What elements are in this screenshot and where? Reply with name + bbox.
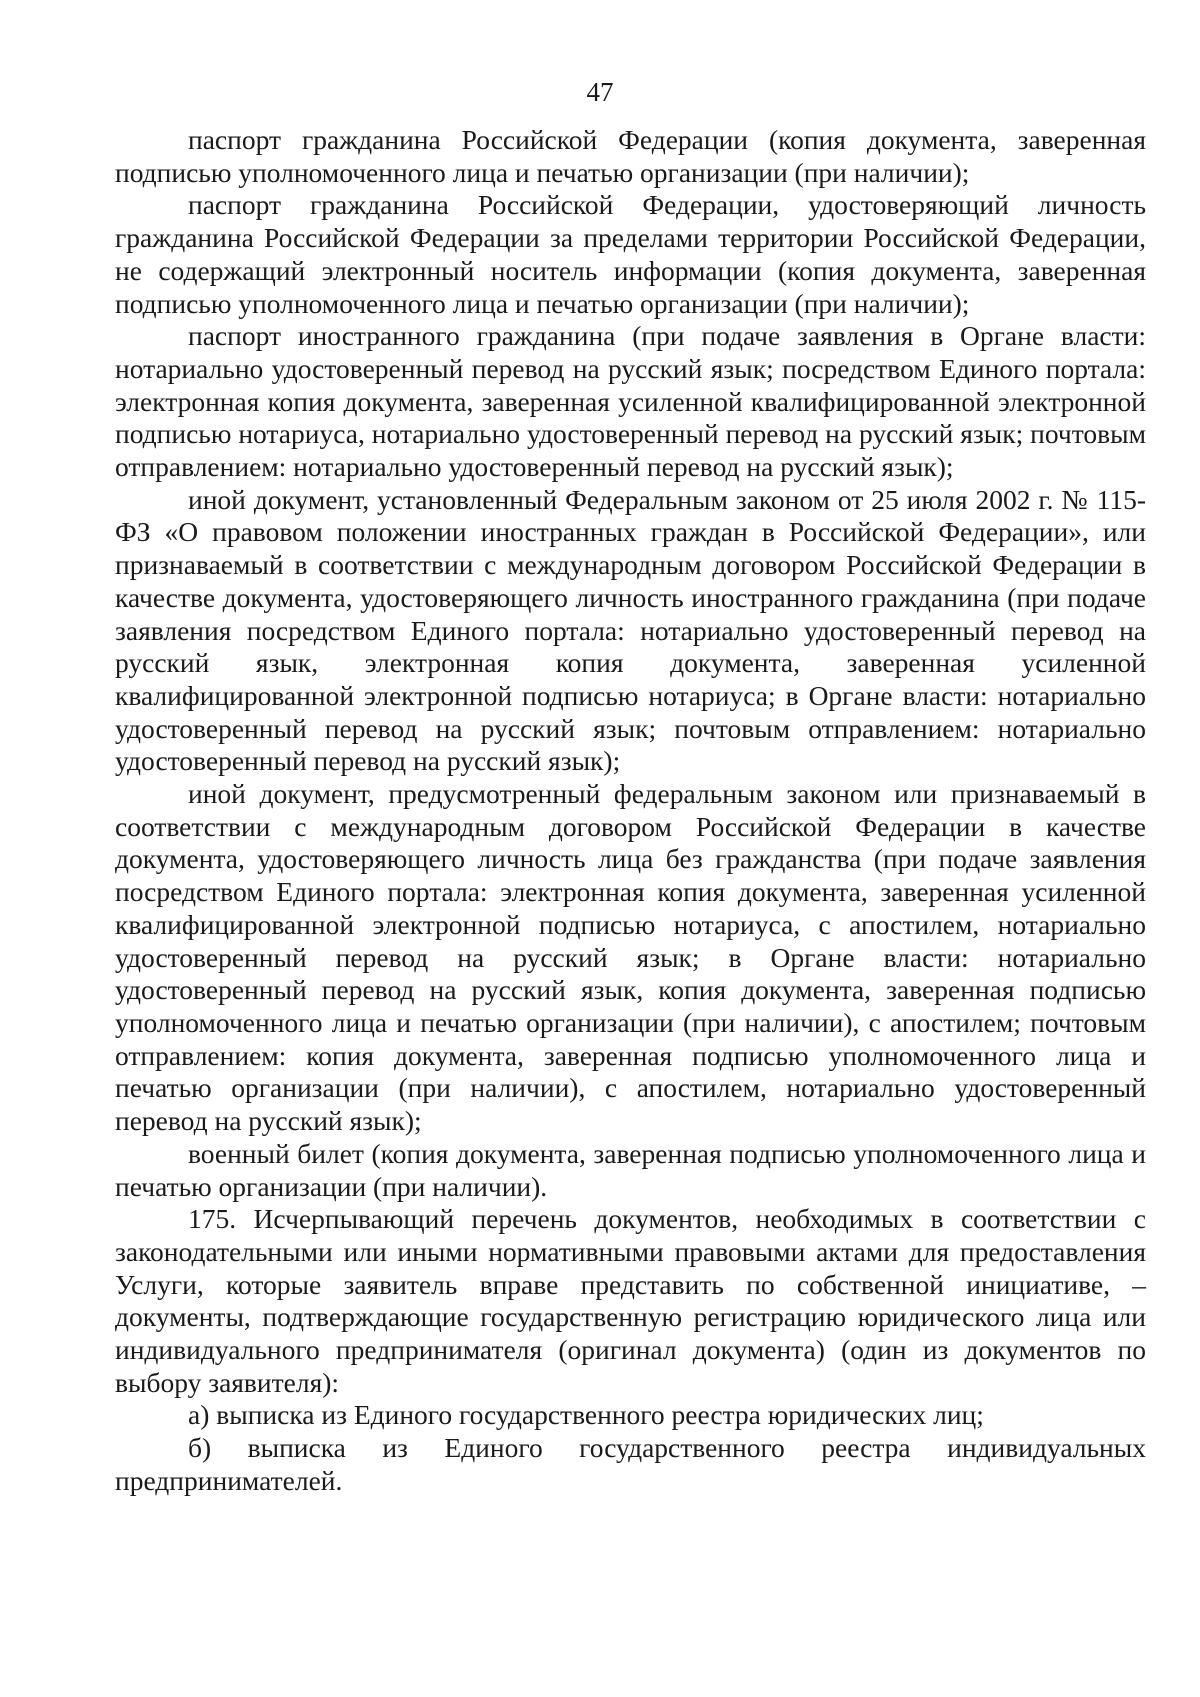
page-number: 47: [586, 77, 614, 107]
paragraph-item-175: 175. Исчерпывающий перечень документов, необходимых в соответствии с законодательными или иными нормативными правовыми актами для предоставления Услуги, которые заявитель вправе представить по собственной инициативе, – документы, подтверждающие государственную регистрацию юридического лица или индивидуального предпринимателя (оригинал документа) (один из документов по выбору заявителя):: [115, 1203, 1146, 1398]
paragraph-foreign-travel-passport: паспорт гражданина Российской Федерации, удостоверяющий личность гражданина Российской Федерации за пределами территории Российской Федерации, не содержащий электронный носитель информации (копия документа, заверенная подписью уполномоченного лица и печатью организации (при наличии);: [115, 189, 1146, 319]
paragraph-item-b-entrepreneurs: б) выписка из Единого государственного реестра индивидуальных предпринимателей.: [115, 1432, 1146, 1496]
paragraph-other-document-stateless: иной документ, предусмотренный федеральным законом или признаваемый в соответствии с международным договором Российской Федерации в качестве документа, удостоверяющего личность лица без гражданства (при подаче заявления посредством Единого портала: электронная копия документа, заверенная усиленной квалифицированной электронной подписью нотариуса, с апостилем, нотариально удостоверенный перевод на русский язык; в Органе власти: нотариально удостоверенный перевод на русский язык, копия документа, заверенная подписью уполномоченного лица и печатью организации (при наличии), с апостилем; почтовым отправлением: копия документа, заверенная подписью уполномоченного лица и печатью организации (при наличии), с апостилем, нотариально удостоверенный перевод на русский язык);: [115, 778, 1146, 1137]
document-body: [115, 124, 1146, 1498]
paragraph-passport-rf: паспорт гражданина Российской Федерации (копия документа, заверенная подписью уполномоченного лица и печатью организации (при наличии);: [115, 124, 1146, 188]
paragraph-other-document-foreign-citizen: иной документ, установленный Федеральным законом от 25 июля 2002 г. № 115-ФЗ «О правовом положении иностранных граждан в Российской Федерации», или признаваемый в соответствии с международным договором Российской Федерации в качестве документа, удостоверяющего личность иностранного гражданина (при подаче заявления посредством Единого портала: нотариально удостоверенный перевод на русский язык, электронная копия документа, заверенная усиленной квалифицированной электронной подписью нотариуса; в Органе власти: нотариально удостоверенный перевод на русский язык; почтовым отправлением: нотариально удостоверенный перевод на русский язык);: [115, 483, 1146, 777]
paragraph-military-id: военный билет (копия документа, заверенная подписью уполномоченного лица и печатью организации (при наличии).: [115, 1137, 1146, 1202]
paragraph-foreign-citizen-passport: паспорт иностранного гражданина (при подаче заявления в Органе власти: нотариально удостоверенный перевод на русский язык; посредством Единого портала: электронная копия документа, заверенная усиленной квалифицированной электронной подписью нотариуса, нотариально удостоверенный перевод на русский язык; почтовым отправлением: нотариально удостоверенный перевод на русский язык);: [115, 320, 1146, 483]
paragraph-item-a-legal-entities: а) выписка из Единого государственного реестра юридических лиц;: [188, 1399, 984, 1431]
